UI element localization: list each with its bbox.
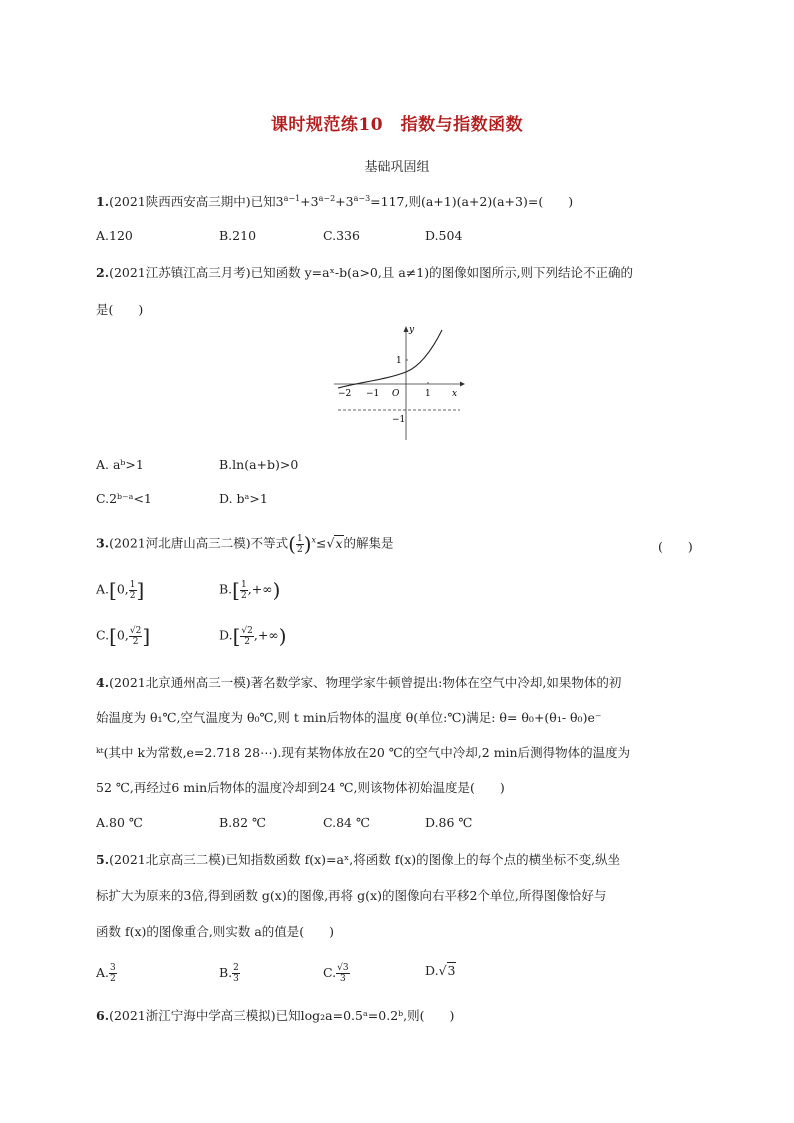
- question-number: 2.: [96, 265, 110, 280]
- question-5-line2: 标扩大为原来的3倍,得到函数 g(x)的图像,再将 g(x)的图像向右平移2个单位,所得图像恰好与: [96, 888, 607, 903]
- question-text: (2021河北唐山高三二模)不等式: [109, 535, 289, 551]
- question-text: =117,则(a+1)(a+2)(a+3)=( ): [370, 194, 574, 209]
- question-4-line4: 52 ℃,再经过6 min后物体的温度冷却到24 ℃,则该物体初始温度是( ): [96, 780, 505, 795]
- tick-label: −1: [366, 389, 380, 399]
- y-axis-label: y: [409, 325, 415, 335]
- origin-label: O: [392, 389, 400, 399]
- question-text: 的解集是: [343, 535, 394, 551]
- page-title: 课时规范练10 指数与指数函数: [270, 115, 524, 135]
- question-2-line2: 是( ): [96, 302, 144, 317]
- option-b[interactable]: B.ln(a+b)>0: [219, 457, 299, 472]
- question-4-line2: 始温度为 θ₁℃,空气温度为 θ₀℃,则 t min后物体的温度 θ(单位:℃)满足: θ= θ₀+(θ₁- θ₀)e⁻: [96, 710, 602, 725]
- option-c[interactable]: C.336: [323, 228, 360, 243]
- question-5: [96, 850, 620, 868]
- option-d[interactable]: D. bᵃ>1: [219, 491, 268, 506]
- option-b[interactable]: B.210: [219, 228, 257, 243]
- question-text: (2021江苏镇江高三月考)已知函数 y=aˣ-b(a>0,且 a≠1)的图像如图所示,则下列结论不正确的: [109, 265, 634, 280]
- question-number: 4.: [96, 675, 110, 690]
- tick-label: −1: [392, 415, 406, 425]
- x-axis-label: x: [452, 389, 458, 399]
- tick-label: 1: [425, 389, 431, 399]
- option-b[interactable]: B.82 ℃: [219, 815, 267, 830]
- question-4-line3: ᵏᵗ(其中 k为常数,e=2.718 28⋯).现有某物体放在20 ℃的空气中冷却,2 min后测得物体的温度为: [96, 745, 631, 760]
- section-title: 基础巩固组: [364, 160, 430, 175]
- option-d[interactable]: D.504: [425, 228, 463, 243]
- answer-paren: ( ): [658, 539, 693, 554]
- question-text: (2021北京高三二模)已知指数函数 f(x)=aˣ,将函数 f(x)的图像上的每个点的横坐标不变,纵坐: [109, 852, 621, 867]
- option-c[interactable]: C.[0, $\frac{√2}{2}$ ]: [96, 624, 151, 648]
- option-d[interactable]: D.[ $\frac{√2}{2}$ ,+∞): [219, 624, 287, 648]
- question-text: (2021北京通州高三一模)著名数学家、物理学家牛顿曾提出:物体在空气中冷却,如果物体的初: [109, 675, 622, 690]
- question-number: 3.: [96, 535, 110, 551]
- question-number: 6.: [96, 1008, 110, 1023]
- question-2: [96, 263, 633, 281]
- option-c[interactable]: C.2ᵇ⁻ᵃ<1: [96, 491, 152, 506]
- option-a[interactable]: A.[0, $\frac{1}{2}$ ]: [96, 578, 145, 602]
- exponent: a−1: [283, 193, 301, 203]
- option-a[interactable]: A. aᵇ>1: [96, 457, 144, 472]
- option-b[interactable]: B. $\frac{2}{3}$: [219, 963, 239, 984]
- question-6: [96, 1006, 454, 1024]
- question-3: 3.(2021河北唐山高三二模)不等式( $\frac{1}{2}$ )$^x$≤√x的解集是: [96, 532, 394, 556]
- option-d[interactable]: D.√3: [425, 963, 456, 978]
- question-text: (2021浙江宁海中学高三模拟)已知log₂a=0.5ᵃ=0.2ᵇ,则( ): [109, 1008, 455, 1023]
- option-b[interactable]: B.[ $\frac{1}{2}$ ,+∞): [219, 578, 281, 602]
- question-text: (2021陕西西安高三期中)已知3: [109, 194, 284, 209]
- option-c[interactable]: C. $\frac{√3}{3}$: [323, 963, 349, 984]
- option-a[interactable]: A.120: [96, 228, 133, 243]
- question-4: [96, 673, 621, 691]
- question-1: 1.(2021陕西西安高三期中)已知$3^{a-1}+3^{a-2}+3^{a-3}=117$,则(a+1)(a+2)(a+3)=( ): [96, 193, 574, 209]
- function-graph: [330, 322, 470, 444]
- question-number: 1.: [96, 194, 110, 209]
- tick-label: 1: [396, 356, 402, 366]
- question-5-line3: 函数 f(x)的图像重合,则实数 a的值是( ): [96, 924, 335, 939]
- option-c[interactable]: C.84 ℃: [323, 815, 370, 830]
- option-d[interactable]: D.86 ℃: [425, 815, 473, 830]
- tick-label: −2: [338, 389, 352, 399]
- question-number: 5.: [96, 852, 110, 867]
- option-a[interactable]: A.80 ℃: [96, 815, 143, 830]
- option-a[interactable]: A. $\frac{3}{2}$: [96, 963, 116, 984]
